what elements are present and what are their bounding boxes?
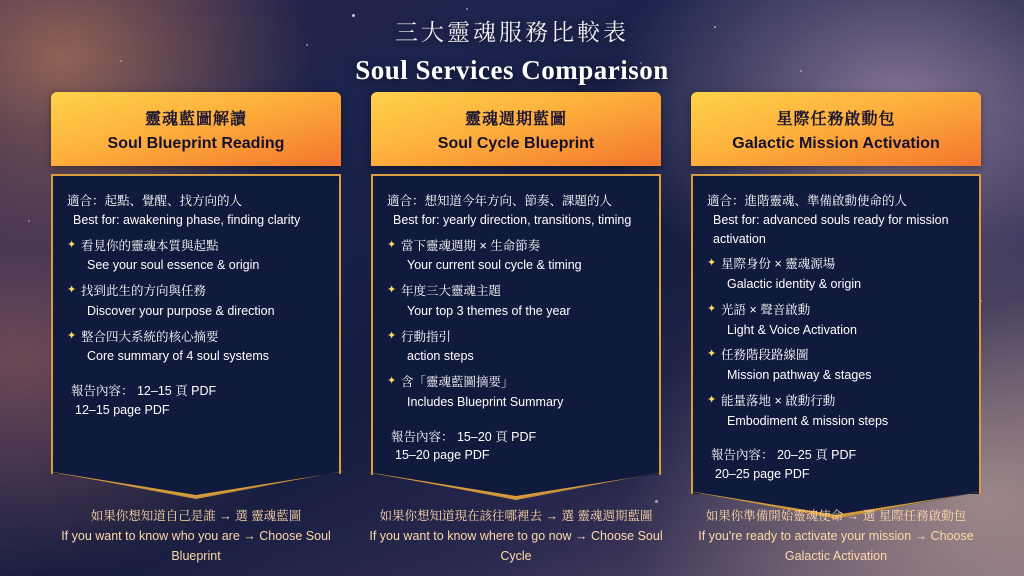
service-card-galactic-mission[interactable] (691, 92, 981, 518)
footnote-en: If you're ready to activate your mission → Choose Galactic Activation (698, 529, 974, 563)
sparkle-icon: ✦ (387, 238, 397, 251)
report-info (387, 428, 645, 466)
sparkle-icon: ✦ (387, 375, 397, 387)
feature-item (707, 346, 965, 365)
card-body (51, 174, 341, 474)
card-point-decoration (371, 473, 661, 499)
report-label-en: 20–25 page PDF (715, 467, 810, 481)
report-label-cn: 報告內容： 20–25 頁 PDF (711, 448, 857, 463)
card-point-decoration (51, 472, 341, 498)
feature-label-cn: 看見你的靈魂本質與起點 (81, 238, 219, 253)
feature-label-cn: 整合四大系統的核心摘要 (81, 329, 219, 344)
feature-label-en: Discover your purpose & direction (87, 303, 275, 318)
card-title-en: Galactic Mission Activation (732, 134, 940, 152)
feature-label-en: Includes Blueprint Summary (407, 394, 564, 409)
card-title-en: Soul Cycle Blueprint (437, 134, 595, 152)
feature-label-en: Mission pathway & stages (727, 368, 872, 382)
feature-item (387, 373, 645, 392)
page-header (0, 14, 1024, 86)
footnote-soul-cycle (366, 506, 666, 566)
card-header (51, 92, 341, 166)
page-title-cn: 三大靈魂服務比較表 (395, 19, 629, 45)
feature-label-cn: 找到此生的方向與任務 (81, 284, 207, 298)
card-title-cn: 星際任務啟動包 (776, 110, 896, 128)
feature-label-cn: 星際身份 × 靈魂源場 (721, 257, 836, 272)
report-label-en: 15–20 page PDF (395, 448, 490, 463)
best-for-cn: 適合：起點、覺醒、找方向的人 (67, 194, 243, 208)
best-for-en: Best for: yearly direction, transitions, timing (393, 212, 632, 227)
feature-label-en: Galactic identity & origin (727, 277, 862, 291)
card-body (371, 174, 661, 475)
feature-label-cn: 年度三大靈魂主題 (401, 284, 502, 298)
card-header (371, 92, 661, 166)
report-label-cn: 報告內容： 12–15 頁 PDF (71, 384, 217, 398)
sparkle-icon: ✦ (387, 329, 397, 342)
feature-label-en: See your soul essence & origin (87, 258, 260, 273)
feature-label-cn: 光語 × 聲音啟動 (721, 302, 811, 317)
footnote-soul-blueprint (46, 506, 346, 566)
feature-label-cn: 當下靈魂週期 × 生命節奏 (401, 238, 541, 253)
footnote-en: If you want to know who you are → Choose Soul Blueprint (61, 529, 331, 563)
feature-label-en: Your top 3 themes of the year (407, 303, 571, 318)
best-for-en: Best for: awakening phase, finding clarity (73, 212, 301, 227)
service-card-soul-blueprint[interactable] (51, 92, 341, 498)
comparison-cards (0, 92, 1024, 492)
report-info (67, 382, 325, 420)
best-for-cn: 適合：進階靈魂、準備啟動使命的人 (707, 194, 908, 208)
footnote-galactic-mission (686, 506, 986, 566)
feature-label-en: Core summary of 4 soul systems (87, 349, 269, 364)
feature-item (67, 328, 325, 347)
report-info (707, 446, 965, 484)
feature-item (67, 282, 325, 301)
sparkle-icon: ✦ (707, 257, 717, 270)
sparkle-icon: ✦ (67, 329, 77, 342)
sparkle-icon: ✦ (707, 348, 717, 361)
best-for-en: Best for: advanced souls ready for mission activation (713, 212, 949, 246)
sparkle-icon: ✦ (67, 284, 77, 296)
feature-label-en: action steps (407, 349, 474, 364)
feature-label-cn: 能量落地 × 啟動行動 (721, 393, 836, 408)
card-header (691, 92, 981, 166)
sparkle-icon: ✦ (67, 238, 77, 251)
sparkle-icon: ✦ (707, 302, 717, 315)
report-label-cn: 報告內容： 15–20 頁 PDF (391, 429, 537, 444)
service-card-soul-cycle[interactable] (371, 92, 661, 499)
feature-item (67, 237, 325, 256)
footnote-cn: 如果你想知道自己是誰 → 選 靈魂藍圖 (90, 509, 302, 523)
card-footnotes (0, 506, 1024, 576)
footnote-cn: 如果你準備開始靈魂使命 → 選 星際任務啟動包 (705, 509, 967, 523)
feature-item (707, 255, 965, 274)
card-body (691, 174, 981, 494)
feature-item (387, 328, 645, 347)
feature-label-en: Light & Voice Activation (727, 322, 857, 337)
feature-item (707, 301, 965, 320)
feature-item (387, 237, 645, 256)
feature-label-en: Your current soul cycle & timing (407, 258, 582, 273)
feature-label-cn: 行動指引 (401, 329, 452, 344)
feature-label-en: Embodiment & mission steps (727, 413, 889, 428)
report-label-en: 12–15 page PDF (75, 402, 170, 417)
feature-label-cn: 含「靈魂藍圖摘要」 (401, 375, 514, 389)
card-title-cn: 靈魂週期藍圖 (464, 110, 567, 128)
card-title-en: Soul Blueprint Reading (107, 134, 285, 152)
page-title-en: Soul Services Comparison (355, 55, 669, 85)
feature-item (707, 392, 965, 411)
sparkle-icon: ✦ (707, 393, 717, 406)
sparkle-icon: ✦ (387, 284, 397, 296)
feature-label-cn: 任務階段路線圖 (721, 348, 809, 363)
footnote-en: If you want to know where to go now → Choose Soul Cycle (369, 529, 663, 563)
footnote-cn: 如果你想知道現在該往哪裡去 → 選 靈魂週期藍圖 (379, 509, 653, 523)
card-title-cn: 靈魂藍圖解讀 (144, 110, 247, 128)
best-for-cn: 適合：想知道今年方向、節奏、課題的人 (387, 194, 613, 208)
feature-item (387, 282, 645, 301)
